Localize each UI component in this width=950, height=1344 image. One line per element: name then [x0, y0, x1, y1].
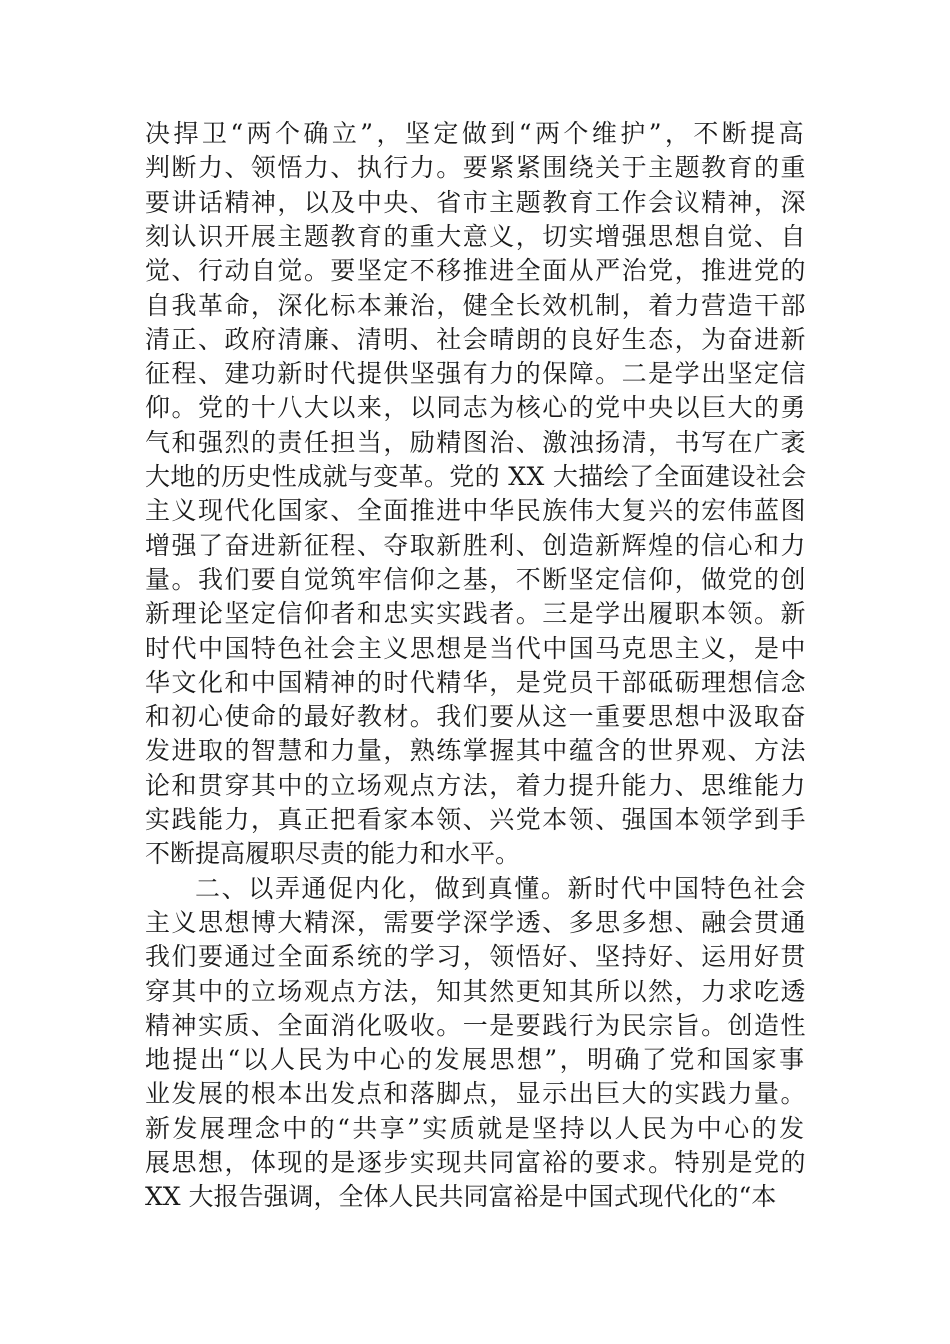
text-line: 穿其中的立场观点方法，知其然更知其所以然，力求吃透	[145, 976, 808, 1006]
text-line: 地提出“以人民为中心的发展思想”，明确了党和国家事	[145, 1045, 807, 1075]
text-line: 论和贯穿其中的立场观点方法，着力提升能力、思维能力	[145, 770, 808, 800]
text-line: 精神实质、全面消化吸收。一是要践行为民宗旨。创造性	[145, 1010, 808, 1040]
text-line: 气和强烈的责任担当，励精图治、激浊扬清，书写在广袤	[145, 427, 808, 457]
text-line: 判断力、领悟力、执行力。要紧紧围绕关于主题教育的重	[145, 153, 808, 183]
text-line: 发进取的智慧和力量，熟练掌握其中蕴含的世界观、方法	[145, 736, 808, 766]
text-line: 和初心使命的最好教材。我们要从这一重要思想中汲取奋	[145, 702, 808, 732]
text-line: 展思想，体现的是逐步实现共同富裕的要求。特别是党的	[145, 1148, 808, 1177]
text-line: 量。我们要自觉筑牢信仰之基，不断坚定信仰，做党的创	[145, 564, 808, 594]
text-line: 业发展的根本出发点和落脚点，显示出巨大的实践力量。	[145, 1079, 808, 1109]
text-line: 刻认识开展主题教育的重大意义，切实增强思想自觉、自	[145, 221, 808, 251]
text-line: 实践能力，真正把看家本领、兴党本领、强国本领学到手	[145, 805, 808, 834]
text-line: 清正、政府清廉、清明、社会晴朗的良好生态，为奋进新	[145, 324, 808, 354]
text-line: 增强了奋进新征程、夺取新胜利、创造新辉煌的信心和力	[145, 530, 808, 560]
text-line: 我们要通过全面系统的学习，领悟好、坚持好、运用好贯	[145, 942, 808, 972]
text-line: 决捍卫“两个确立”，坚定做到“两个维护”，不断提高	[145, 119, 808, 148]
text-line: 觉、行动自觉。要坚定不移推进全面从严治党，推进党的	[145, 256, 808, 286]
text-line: 要讲话精神，以及中央、省市主题教育工作会议精神，深	[145, 187, 808, 217]
text-line: 时代中国特色社会主义思想是当代中国马克思主义，是中	[145, 633, 808, 663]
text-line: 华文化和中国精神的时代精华，是党员干部砥砺理想信念	[145, 667, 808, 697]
text-line: 征程、建功新时代提供坚强有力的保障。二是学出坚定信	[145, 359, 808, 389]
paragraph-start-line: 二、以弄通促内化，做到真懂。新时代中国特色社会	[195, 873, 808, 903]
text-line: 大地的历史性成就与变革。党的 XX 大描绘了全面建设社会	[145, 462, 807, 491]
text-line: 新发展理念中的“共享”实质就是坚持以人民为中心的发	[145, 1113, 807, 1143]
text-line: 主义现代化国家、全面推进中华民族伟大复兴的宏伟蓝图	[145, 496, 808, 526]
text-line: 自我革命，深化标本兼治，健全长效机制，着力营造干部	[145, 290, 808, 320]
text-line: 新理论坚定信仰者和忠实实践者。三是学出履职本领。新	[145, 599, 808, 629]
text-line: 主义思想博大精深，需要学深学透、多思多想、融会贯通	[145, 907, 808, 937]
text-line: 不断提高履职尽责的能力和水平。	[145, 839, 521, 869]
text-line: XX 大报告强调，全体人民共同富裕是中国式现代化的“本	[145, 1182, 777, 1212]
text-line: 仰。党的十八大以来，以同志为核心的党中央以巨大的勇	[145, 393, 808, 423]
